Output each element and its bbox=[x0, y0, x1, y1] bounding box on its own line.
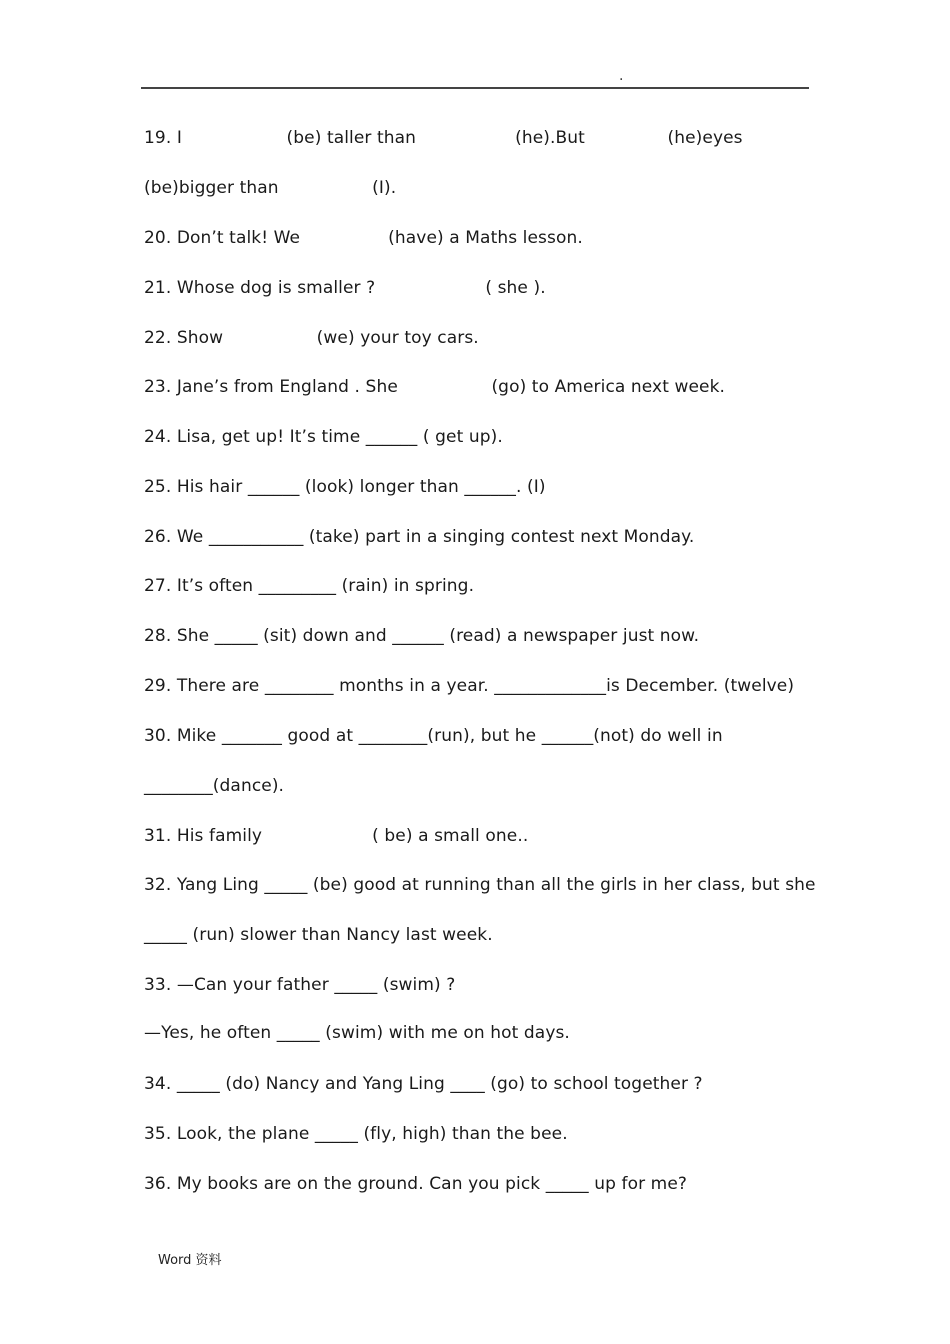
exercise-line-35: 35. Look, the plane _____ (fly, high) than the bee. bbox=[144, 1124, 568, 1144]
exercise-line-24: 24. Lisa, get up! It’s time ______ ( get up). bbox=[144, 427, 503, 447]
exercise-line-22: 22. Show (we) your toy cars. bbox=[144, 328, 479, 348]
exercise-line-33: 33. —Can your father _____ (swim) ? bbox=[144, 975, 456, 995]
exercise-line-33-answer: —Yes, he often _____ (swim) with me on hot days. bbox=[144, 1023, 570, 1043]
exercise-line-25: 25. His hair ______ (look) longer than ______. (I) bbox=[144, 477, 546, 497]
exercise-line-32: 32. Yang Ling _____ (be) good at running than all the girls in her class, but she bbox=[144, 875, 816, 895]
exercise-line-34: 34. _____ (do) Nancy and Yang Ling ____ (go) to school together ? bbox=[144, 1074, 703, 1094]
exercise-line-31: 31. His family ( be) a small one.. bbox=[144, 826, 529, 846]
header-rule bbox=[141, 87, 809, 89]
exercise-line-28: 28. She _____ (sit) down and ______ (read) a newspaper just now. bbox=[144, 626, 700, 646]
exercise-line-30-cont: ________(dance). bbox=[144, 776, 285, 796]
exercise-line-29: 29. There are ________ months in a year. _____________is December. (twelve) bbox=[144, 676, 795, 696]
exercise-line-36: 36. My books are on the ground. Can you pick _____ up for me? bbox=[144, 1174, 688, 1194]
header-dot: . bbox=[619, 68, 624, 84]
exercise-line-19: 19. I (be) taller than (he).But (he)eyes bbox=[144, 128, 743, 148]
exercise-line-21: 21. Whose dog is smaller ? ( she ). bbox=[144, 278, 546, 298]
exercise-line-23: 23. Jane’s from England . She (go) to America next week. bbox=[144, 377, 726, 397]
exercise-line-20: 20. Don’t talk! We (have) a Maths lesson. bbox=[144, 228, 583, 248]
footer-label: Word 资料 bbox=[158, 1253, 222, 1268]
exercise-line-32-cont: _____ (run) slower than Nancy last week. bbox=[144, 925, 493, 945]
exercise-line-26: 26. We ___________ (take) part in a singing contest next Monday. bbox=[144, 527, 695, 547]
exercise-line-19-cont: (be)bigger than (I). bbox=[144, 178, 397, 198]
exercise-line-27: 27. It’s often _________ (rain) in spring. bbox=[144, 576, 475, 596]
exercise-line-30: 30. Mike _______ good at ________(run), but he ______(not) do well in bbox=[144, 726, 723, 746]
